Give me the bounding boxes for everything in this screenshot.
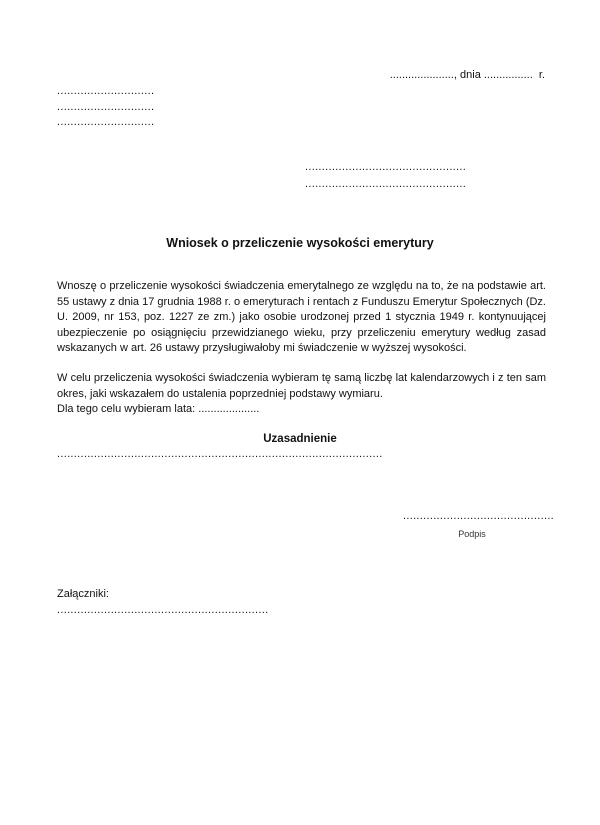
- body-paragraph-legal-basis: Wnoszę o przeliczenie wysokości świadczenia emerytalnego ze względu na to, że na podstawie art. 55 ustawy z dnia 17 grudnia 1988 r. o emeryturach i rentach z Funduszu Emerytur Społecznych (Dz. U. 2009, nr 153, poz. 1227 ze zm.) jako osobie urodzonej przed 1 stycznia 1949 r. kontynuującej ubezpieczenie po osiągnięciu przewidzianego wieku, przy przeliczeniu emerytury według zasad wskazanych w art. 26 ustawy przysługiwałoby mi świadczenie w wyższej wysokości.: [57, 280, 546, 354]
- addressee-blank-line: ................................................: [305, 177, 467, 190]
- date-blank-line: ....................., dnia ................ r.: [389, 69, 545, 81]
- justification-heading: Uzasadnienie: [263, 433, 337, 445]
- signature-label: Podpis: [458, 528, 486, 539]
- addressee-block: [305, 159, 466, 192]
- sender-blank-line: .............................: [57, 100, 155, 113]
- signature-block: [403, 509, 555, 542]
- sender-blank-line: .............................: [57, 116, 155, 129]
- document-title: Wniosek o przeliczenie wysokości emerytury: [166, 236, 434, 250]
- body-paragraph-selection: W celu przeliczenia wysokości świadczenia wybieram tę samą liczbę lat kalendarzowych i z ten sam okres, jaki wskazałem do ustalenia poprzedniej podstawy wymiaru.: [57, 372, 546, 400]
- attachments-block: [57, 586, 268, 618]
- sender-block: [57, 84, 154, 131]
- years-blank-line: Dla tego celu wybieram lata: ....................: [57, 403, 260, 415]
- signature-blank-line: .............................................: [403, 510, 555, 522]
- attachments-label: Załączniki:: [57, 588, 109, 600]
- attachments-blank-line: ...............................................................: [57, 604, 269, 616]
- sender-blank-line: .............................: [57, 85, 155, 97]
- justification-blank-line: .................................................................................................: [57, 448, 383, 460]
- body-paragraph-block: [57, 371, 546, 418]
- addressee-blank-line: ................................................: [305, 161, 467, 173]
